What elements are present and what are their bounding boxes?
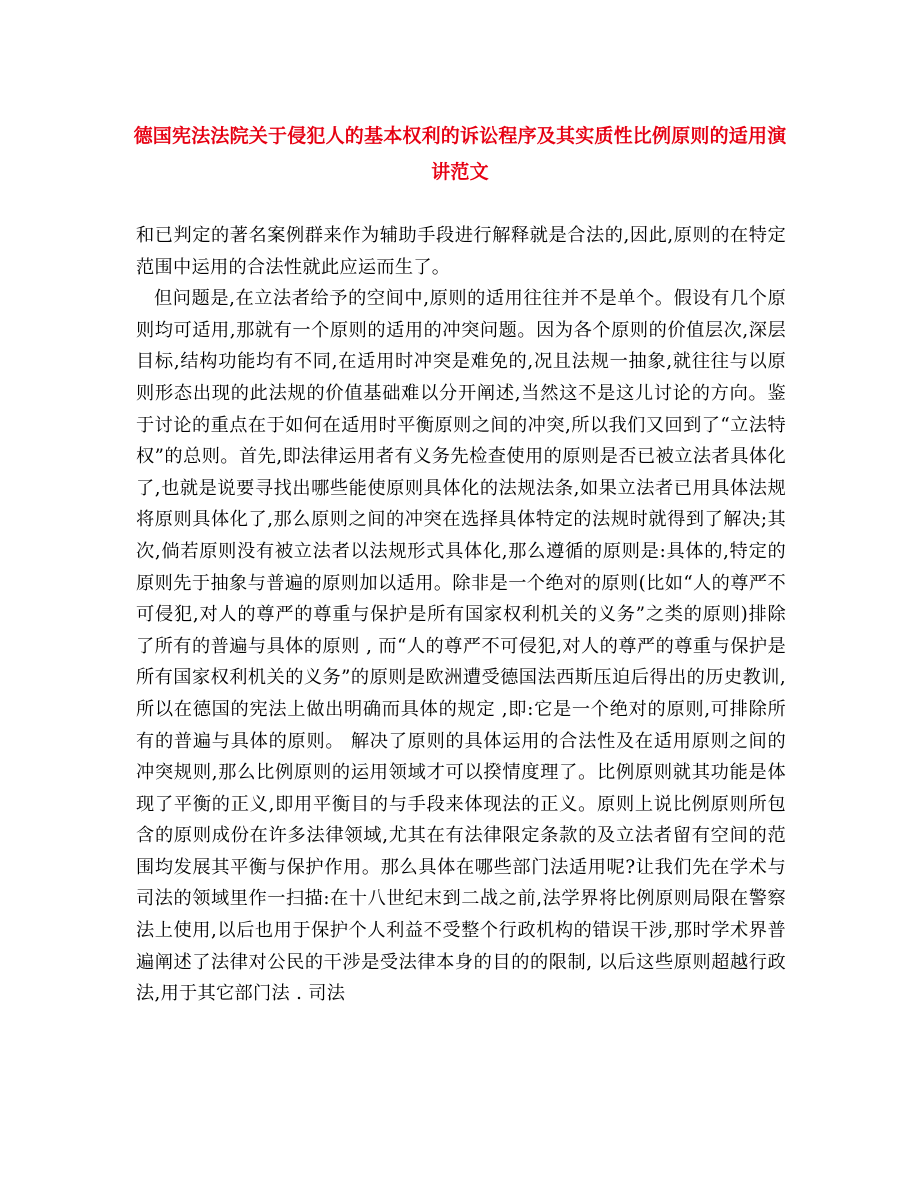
document-body xyxy=(136,220,786,1010)
document-title: 德国宪法法院关于侵犯人的基本权利的诉讼程序及其实质性比例原则的适用演讲范文 xyxy=(133,125,787,183)
paragraph-1: 和已判定的著名案例群来作为辅助手段进行解释就是合法的,因此,原则的在特定范围中运用的合法性就此应运而生了。 xyxy=(136,225,786,278)
paragraph-2: 但问题是,在立法者给予的空间中,原则的适用往往并不是单个。假设有几个原则均可适用,那就有一个原则的适用的冲突问题。因为各个原则的价值层次,深层目标,结构功能均有不同,在适用时冲突是难免的,况且法规一抽象,就往往与以原则形态出现的此法规的价值基础难以分开阐述,当然这不是这儿讨论的方向。鉴于讨论的重点在于如何在适用时平衡原则之间的冲突,所以我们又回到了“立法特权”的总则。首先,即法律运用者有义务先检查使用的原则是否已被立法者具体化了,也就是说要寻找出哪些能使原则具体化的法规法条,如果立法者已用具体法规将原则具体化了,那么原则之间的冲突在选择具体特定的法规时就得到了解决;其次,倘若原则没有被立法者以法规形式具体化,那么遵循的原则是:具体的,特定的原则先于抽象与普遍的原则加以适用。除非是一个绝对的原则(比如“人的尊严不可侵犯,对人的尊严的尊重与保护是所有国家权利机关的义务”之类的原则)排除了所有的普遍与具体的原则 , 而“人的尊严不可侵犯,对人的尊严的尊重与保护是所有国家权利机关的义务”的原则是欧洲遭受德国法西斯压迫后得出的历史教训,所以在德国的宪法上做出明确而具体的规定 ,即:它是一个绝对的原则,可排除所有的普遍与具体的原则。 解决了原则的具体运用的合法性及在适用原则之间的冲突规则,那么比例原则的运用领域才可以揆情度理了。比例原则就其功能是体现了平衡的正义,即用平衡目的与手段来体现法的正义。原则上说比例原则所包含的原则成份在许多法律领域,尤其在有法律限定条款的及立法者留有空间的范围均发展其平衡与保护作用。那么具体在哪些部门法适用呢?让我们先在学术与司法的领域里作一扫描:在十八世纪末到二战之前,法学界将比例原则局限在警察法上使用,以后也用于保护个人利益不受整个行政机构的错误干涉,那时学术界普遍阐述了法律对公民的干涉是受法律本身的目的的限制, 以后这些原则超越行政法,用于其它部门法 . 司法 xyxy=(136,288,786,1005)
